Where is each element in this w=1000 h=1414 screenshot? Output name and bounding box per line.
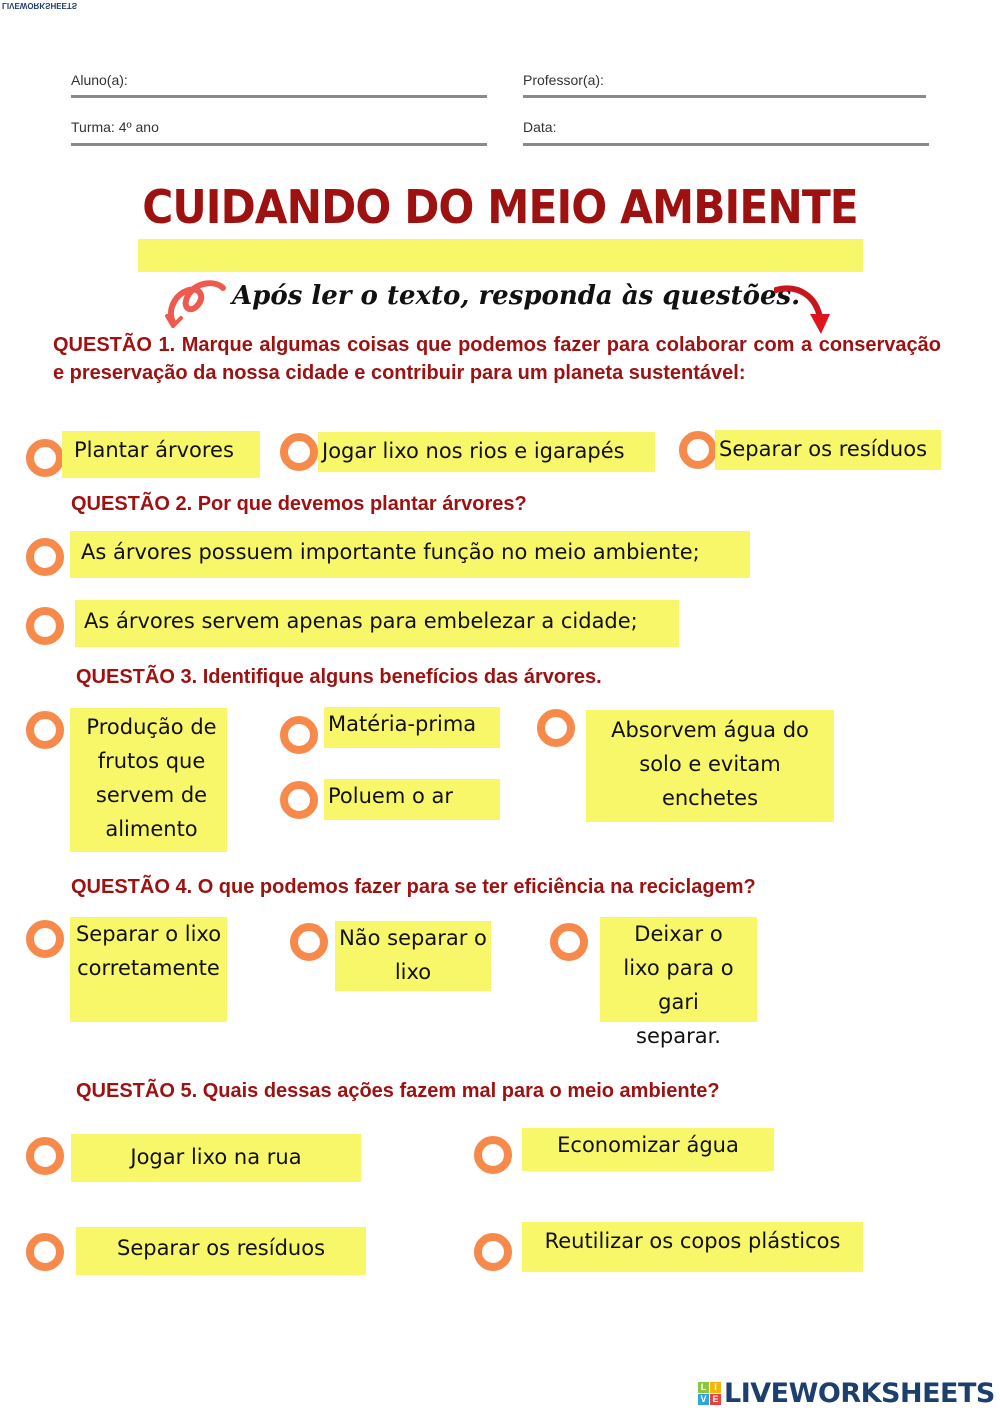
class-label: Turma: 4º ano <box>71 119 159 135</box>
class-line <box>71 143 487 146</box>
q3-option-1: Produção de frutos que servem de alimento <box>70 708 227 852</box>
q3-option-2: Matéria-prima <box>324 707 500 748</box>
question-2-text: QUESTÃO 2. Por que devemos plantar árvores? <box>71 493 527 515</box>
watermark-logo: LIVEWORKSHEETS <box>2 1 78 10</box>
q4-option-3: Deixar o lixo para o gari separar. <box>600 917 757 1022</box>
q5-option-1: Jogar lixo na rua <box>71 1134 361 1182</box>
q4-option-1: Separar o lixo corretamente <box>70 917 227 1022</box>
q5-radio-4[interactable] <box>474 1233 512 1271</box>
brand-name: LIVEWORKSHEETS <box>724 1378 995 1409</box>
page-title: CUIDANDO DO MEIO AMBIENTE <box>142 180 858 234</box>
q1-option-3: Separar os resíduos <box>715 430 941 470</box>
curly-arrow-icon <box>165 276 227 328</box>
q1-option-2: Jogar lixo nos rios e igarapés <box>318 432 655 472</box>
q5-radio-3[interactable] <box>26 1233 64 1271</box>
q3-radio-3[interactable] <box>280 781 318 819</box>
question-4-text: QUESTÃO 4. O que podemos fazer para se ter eficiência na reciclagem? <box>71 876 756 898</box>
q3-option-4: Absorvem água do solo e evitam enchetes <box>586 710 834 822</box>
teacher-label: Professor(a): <box>523 72 604 88</box>
q4-radio-3[interactable] <box>550 923 588 961</box>
q5-option-4: Reutilizar os copos plásticos <box>522 1222 863 1272</box>
q5-option-3: Separar os resíduos <box>76 1227 366 1275</box>
student-label: Aluno(a): <box>71 72 128 88</box>
q5-option-2: Economizar água <box>522 1128 774 1171</box>
question-3-text: QUESTÃO 3. Identifique alguns benefícios das árvores. <box>76 666 602 688</box>
date-label: Data: <box>523 119 557 135</box>
instructions: Após ler o texto, responda às questões. <box>232 281 801 311</box>
live-blocks-icon: L I V E <box>698 1382 721 1405</box>
q5-radio-1[interactable] <box>26 1137 64 1175</box>
q1-radio-3[interactable] <box>679 431 717 469</box>
title-highlight-bar <box>138 239 863 272</box>
q3-radio-2[interactable] <box>280 716 318 754</box>
q4-radio-1[interactable] <box>26 920 64 958</box>
q2-radio-1[interactable] <box>26 538 64 576</box>
q3-radio-1[interactable] <box>26 711 64 749</box>
question-5-text: QUESTÃO 5. Quais dessas ações fazem mal para o meio ambiente? <box>76 1080 720 1102</box>
q5-radio-2[interactable] <box>474 1136 512 1174</box>
date-line[interactable] <box>523 143 929 146</box>
q4-radio-2[interactable] <box>290 923 328 961</box>
q3-radio-4[interactable] <box>537 709 575 747</box>
student-name-line[interactable] <box>71 95 487 98</box>
q2-option-1: As árvores possuem importante função no meio ambiente; <box>70 531 750 578</box>
q1-radio-1[interactable] <box>26 439 64 477</box>
q1-radio-2[interactable] <box>280 433 318 471</box>
liveworksheets-logo <box>698 1378 995 1409</box>
q4-option-2: Não separar o lixo <box>335 921 491 991</box>
q3-option-3: Poluem o ar <box>324 779 500 820</box>
q1-option-1: Plantar árvores <box>62 431 260 478</box>
q2-radio-2[interactable] <box>26 607 64 645</box>
q2-option-2: As árvores servem apenas para embelezar a cidade; <box>75 600 679 647</box>
teacher-name-line[interactable] <box>523 95 926 98</box>
question-1-text: QUESTÃO 1. Marque algumas coisas que podemos fazer para colaborar com a conservação e preservação da nossa cidade e contribuir para um planeta sustentável: <box>53 334 941 384</box>
curved-arrow-icon <box>774 282 832 336</box>
